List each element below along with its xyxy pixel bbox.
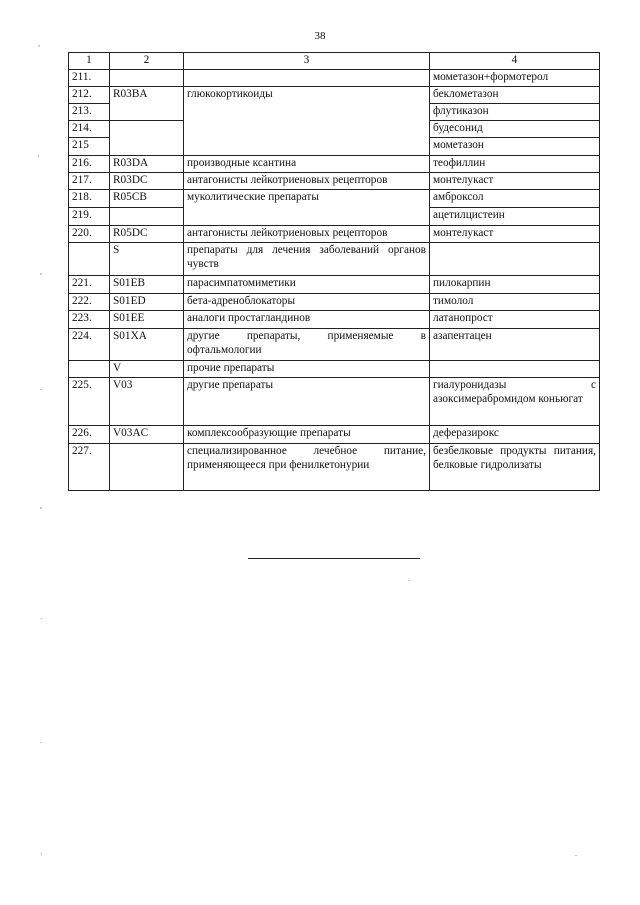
atc-code <box>110 444 184 491</box>
pharmacological-group: другие препараты <box>184 378 430 426</box>
scan-speck: . <box>408 574 410 583</box>
scan-speck: . <box>40 383 42 392</box>
drug-name: гиалуронидазы с азоксимерабромидом коньюгат <box>430 378 600 426</box>
scan-speck: , <box>40 501 42 510</box>
row-number: 227. <box>69 444 110 491</box>
row-number: 222. <box>69 294 110 311</box>
drug-name: ацетилцистеин <box>430 208 600 226</box>
drug-name: флутиказон <box>430 104 600 121</box>
table-row <box>69 87 600 104</box>
row-number: 212. <box>69 87 110 104</box>
drug-name: тимолол <box>430 294 600 311</box>
drug-table <box>68 52 600 491</box>
table-row <box>69 156 600 173</box>
drug-name: теофиллин <box>430 156 600 173</box>
table-row <box>69 426 600 444</box>
pharmacological-group: другие препараты, применяемые в офтальмологии <box>184 329 430 361</box>
scan-speck: ' <box>38 154 40 163</box>
column-header: 4 <box>430 53 600 70</box>
pharmacological-group: глюкокортикоиды <box>184 87 430 156</box>
pharmacological-group: муколитические препараты <box>184 190 430 226</box>
table-row <box>69 276 600 294</box>
atc-code: R05DC <box>110 226 184 243</box>
table-row <box>69 190 600 208</box>
drug-name: латанопрост <box>430 311 600 329</box>
pharmacological-group: парасимпатомиметики <box>184 276 430 294</box>
scan-speck: ` <box>40 852 43 861</box>
drug-name: безбелковые продукты питания, белковые гидролизаты <box>430 444 600 491</box>
row-number: 219. <box>69 208 110 226</box>
row-number <box>69 243 110 276</box>
table-row <box>69 444 600 491</box>
row-number: 214. <box>69 121 110 138</box>
drug-name: монтелукаст <box>430 226 600 243</box>
drug-name: будесонид <box>430 121 600 138</box>
drug-name <box>430 361 600 378</box>
row-number: 213. <box>69 104 110 121</box>
atc-code: S <box>110 243 184 276</box>
table-row <box>69 378 600 426</box>
scan-speck: , <box>40 267 42 276</box>
closing-rule <box>248 558 420 559</box>
table-row <box>69 70 600 87</box>
row-number: 217. <box>69 173 110 190</box>
drug-name: деферазирокс <box>430 426 600 444</box>
drug-name: мометазон <box>430 138 600 156</box>
scan-speck: . <box>40 736 42 745</box>
pharmacological-group <box>184 70 430 87</box>
atc-code: R05CB <box>110 190 184 208</box>
drug-name: мометазон+формотерол <box>430 70 600 87</box>
atc-code: V03AC <box>110 426 184 444</box>
table-row <box>69 226 600 243</box>
atc-code: V03 <box>110 378 184 426</box>
row-number: 225. <box>69 378 110 426</box>
pharmacological-group: препараты для лечения заболеваний органов чувств <box>184 243 430 276</box>
column-header: 3 <box>184 53 430 70</box>
row-number: 215 <box>69 138 110 156</box>
scan-speck: ` <box>40 617 43 626</box>
table-row <box>69 294 600 311</box>
table-row <box>69 173 600 190</box>
table-row <box>69 329 600 361</box>
drug-name: амброксол <box>430 190 600 208</box>
row-number: 218. <box>69 190 110 208</box>
atc-code-empty <box>110 121 184 156</box>
atc-code: S01XA <box>110 329 184 361</box>
page-number: 38 <box>314 30 326 42</box>
table-row <box>69 361 600 378</box>
row-number: 211. <box>69 70 110 87</box>
pharmacological-group: антагонисты лейкотриеновых рецепторов <box>184 173 430 190</box>
drug-name: азапентацен <box>430 329 600 361</box>
atc-code: V <box>110 361 184 378</box>
table-row <box>69 243 600 276</box>
pharmacological-group: антагонисты лейкотриеновых рецепторов <box>184 226 430 243</box>
scan-speck: , <box>38 39 40 48</box>
table-header-row <box>69 53 600 70</box>
row-number: 221. <box>69 276 110 294</box>
pharmacological-group: бета-адреноблокаторы <box>184 294 430 311</box>
drug-name: беклометазон <box>430 87 600 104</box>
row-number: 220. <box>69 226 110 243</box>
row-number: 223. <box>69 311 110 329</box>
drug-name: пилокарпин <box>430 276 600 294</box>
pharmacological-group: специализированное лечебное питание, применяющееся при фенилкетонурии <box>184 444 430 491</box>
atc-code: R03DA <box>110 156 184 173</box>
atc-code: S01EB <box>110 276 184 294</box>
table-row <box>69 311 600 329</box>
atc-code: S01ED <box>110 294 184 311</box>
atc-code-empty <box>110 208 184 226</box>
column-header: 2 <box>110 53 184 70</box>
row-number: 224. <box>69 329 110 361</box>
atc-code: R03DC <box>110 173 184 190</box>
pharmacological-group: комплексообразующие препараты <box>184 426 430 444</box>
drug-name <box>430 243 600 276</box>
row-number <box>69 361 110 378</box>
atc-code <box>110 70 184 87</box>
column-header: 1 <box>69 53 110 70</box>
pharmacological-group: прочие препараты <box>184 361 430 378</box>
pharmacological-group: производные ксантина <box>184 156 430 173</box>
row-number: 216. <box>69 156 110 173</box>
scan-speck: . <box>575 849 577 858</box>
pharmacological-group: аналоги простагландинов <box>184 311 430 329</box>
atc-code: S01EE <box>110 311 184 329</box>
row-number: 226. <box>69 426 110 444</box>
atc-code: R03BA <box>110 87 184 121</box>
drug-name: монтелукаст <box>430 173 600 190</box>
